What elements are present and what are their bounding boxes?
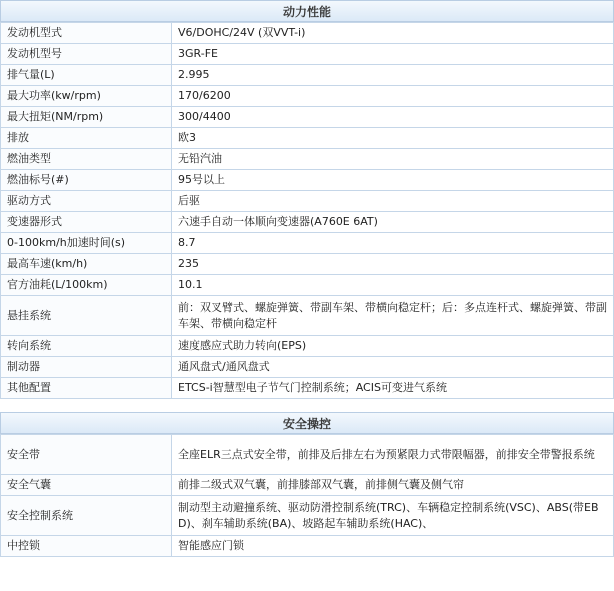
- spec-label: 安全气囊: [1, 475, 172, 496]
- spec-label: 0-100km/h加速时间(s): [1, 233, 172, 254]
- table-row: [1, 23, 614, 44]
- spec-label: 转向系统: [1, 336, 172, 357]
- spec-value: 300/4400: [172, 107, 614, 128]
- table-row: [1, 536, 614, 557]
- safety-section-title: 安全操控: [0, 412, 614, 434]
- spec-value: 欧3: [172, 128, 614, 149]
- table-row: [1, 336, 614, 357]
- table-row: [1, 107, 614, 128]
- spec-value: 速度感应式助力转向(EPS): [172, 336, 614, 357]
- spec-value: 10.1: [172, 275, 614, 296]
- spec-value: 95号以上: [172, 170, 614, 191]
- performance-spec-table: [0, 22, 614, 399]
- spec-value: 智能感应门锁: [172, 536, 614, 557]
- spec-value: 235: [172, 254, 614, 275]
- table-row: [1, 275, 614, 296]
- spec-value: 8.7: [172, 233, 614, 254]
- table-row: [1, 149, 614, 170]
- spec-value: 3GR-FE: [172, 44, 614, 65]
- spec-value: 制动型主动避撞系统、驱动防滑控制系统(TRC)、车辆稳定控制系统(VSC)、ABS(带EBD)、刹车辅助系统(BA)、坡路起车辅助系统(HAC)、: [172, 496, 614, 536]
- spec-label: 悬挂系统: [1, 296, 172, 336]
- spec-label: 排放: [1, 128, 172, 149]
- table-row: [1, 86, 614, 107]
- spec-value: V6/DOHC/24V (双VVT-i): [172, 23, 614, 44]
- spec-value: 全座ELR三点式安全带，前排及后排左右为预紧限力式带限幅器，前排安全带警报系统: [172, 435, 614, 475]
- spec-value: ETCS-i智慧型电子节气门控制系统；ACIS可变进气系统: [172, 378, 614, 399]
- spec-label: 发动机型式: [1, 23, 172, 44]
- spec-label: 中控锁: [1, 536, 172, 557]
- spec-label: 发动机型号: [1, 44, 172, 65]
- spec-label: 安全控制系统: [1, 496, 172, 536]
- table-row: [1, 170, 614, 191]
- spec-label: 驱动方式: [1, 191, 172, 212]
- spec-label: 最高车速(km/h): [1, 254, 172, 275]
- spec-value: 通风盘式/通风盘式: [172, 357, 614, 378]
- spec-value: 六速手自动一体顺向变速器(A760E 6AT): [172, 212, 614, 233]
- table-row: [1, 254, 614, 275]
- table-row: [1, 65, 614, 86]
- spec-label: 官方油耗(L/100km): [1, 275, 172, 296]
- spec-value: 前排二级式双气囊，前排膝部双气囊，前排侧气囊及侧气帘: [172, 475, 614, 496]
- table-row: [1, 191, 614, 212]
- table-row: [1, 435, 614, 475]
- spec-label: 其他配置: [1, 378, 172, 399]
- table-row: [1, 496, 614, 536]
- spec-label: 排气量(L): [1, 65, 172, 86]
- safety-spec-table: [0, 434, 614, 557]
- performance-section-title: 动力性能: [0, 0, 614, 22]
- table-row: [1, 212, 614, 233]
- table-row: [1, 378, 614, 399]
- spec-value: 后驱: [172, 191, 614, 212]
- spec-label: 制动器: [1, 357, 172, 378]
- spec-label: 燃油标号(#): [1, 170, 172, 191]
- table-row: [1, 475, 614, 496]
- spec-value: 前：双叉臂式、螺旋弹簧、带副车架、带横向稳定杆；后：多点连杆式、螺旋弹簧、带副车架、带横向稳定杆: [172, 296, 614, 336]
- table-row: [1, 296, 614, 336]
- spec-value: 170/6200: [172, 86, 614, 107]
- table-row: [1, 233, 614, 254]
- table-row: [1, 44, 614, 65]
- table-row: [1, 357, 614, 378]
- spec-label: 安全带: [1, 435, 172, 475]
- spec-value: 2.995: [172, 65, 614, 86]
- spec-label: 燃油类型: [1, 149, 172, 170]
- spec-label: 最大扭矩(NM/rpm): [1, 107, 172, 128]
- spec-label: 最大功率(kw/rpm): [1, 86, 172, 107]
- table-row: [1, 128, 614, 149]
- spec-label: 变速器形式: [1, 212, 172, 233]
- section-gap: [0, 399, 614, 412]
- spec-value: 无铅汽油: [172, 149, 614, 170]
